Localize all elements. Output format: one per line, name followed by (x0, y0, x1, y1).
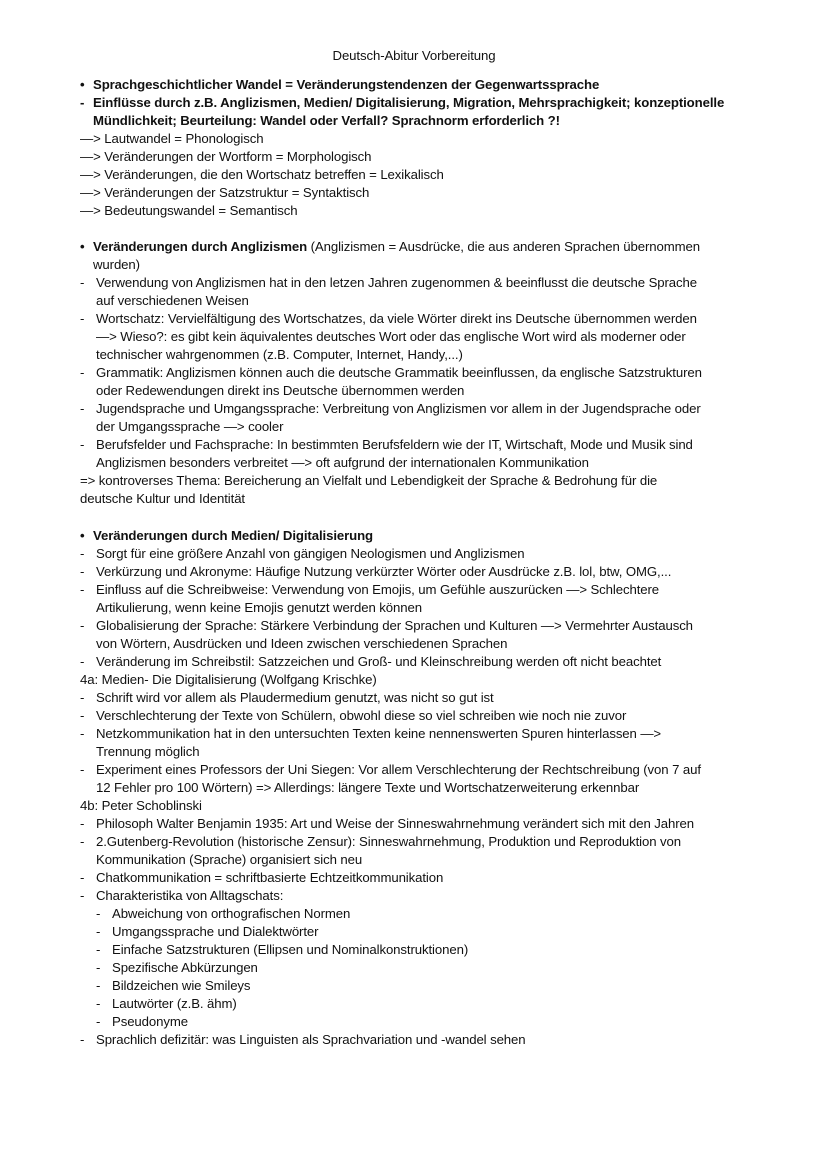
dash-icon: - (80, 1032, 85, 1047)
list-item: Schrift wird vor allem als Plaudermedium genutzt, was nicht so gut ist (96, 690, 494, 705)
subsection-heading: 4b: Peter Schoblinski (80, 798, 202, 813)
dash-icon: - (80, 888, 85, 903)
text-line: Mündlichkeit; Beurteilung: Wandel oder Verfall? Sprachnorm erforderlich ?! (93, 113, 560, 128)
dash-icon: - (96, 1014, 101, 1029)
sub-list-item: Pseudonyme (112, 1014, 188, 1029)
dash-icon: - (96, 996, 101, 1011)
dash-icon: - (96, 942, 101, 957)
text-line: —> Bedeutungswandel = Semantisch (80, 203, 298, 218)
text-line: von Wörtern, Ausdrücken und Ideen zwischen verschiedenen Sprachen (96, 636, 508, 651)
list-item: Wortschatz: Vervielfältigung des Wortschatzes, da viele Wörter direkt ins Deutsche übernommen werden (96, 311, 697, 326)
dash-icon: - (80, 437, 85, 452)
text-line: oder Redewendungen direkt ins Deutsche übernommen werden (96, 383, 465, 398)
list-item: Einfluss auf die Schreibweise: Verwendung von Emojis, um Gefühle auszurücken —> Schlechtere (96, 582, 660, 597)
text-line: —> Wieso?: es gibt kein äquivalentes deutsches Wort oder das englische Wort wird als moderner oder (96, 329, 686, 344)
list-item: Sorgt für eine größere Anzahl von gängigen Neologismen und Anglizismen (96, 546, 525, 561)
sub-list-item: Umgangssprache und Dialektwörter (112, 924, 319, 939)
dash-icon: - (80, 365, 85, 380)
text-line: —> Veränderungen, die den Wortschatz betreffen = Lexikalisch (80, 167, 444, 182)
text-line: —> Lautwandel = Phonologisch (80, 131, 264, 146)
dash-icon: - (80, 690, 85, 705)
list-item: Jugendsprache und Umgangssprache: Verbreitung von Anglizismen vor allem in der Jugendsprache oder (96, 401, 701, 416)
dash-icon: - (80, 816, 85, 831)
dash-icon: - (96, 960, 101, 975)
bullet-icon: • (80, 528, 85, 543)
section-heading-line (93, 238, 700, 256)
text-line: auf verschiedenen Weisen (96, 293, 249, 308)
dash-icon: - (80, 726, 85, 741)
list-item: Netzkommunikation hat in den untersuchten Texten keine nennenswerten Spuren hinterlassen —> (96, 726, 662, 741)
dash-icon: - (96, 924, 101, 939)
text-line: deutsche Kultur und Identität (80, 491, 245, 506)
text-line: Trennung möglich (96, 744, 200, 759)
subsection-heading: 4a: Medien- Die Digitalisierung (Wolfgang Krischke) (80, 672, 377, 687)
text-line: —> Veränderungen der Wortform = Morphologisch (80, 149, 372, 164)
text-line: Einflüsse durch z.B. Anglizismen, Medien/ Digitalisierung, Migration, Mehrsprachigkeit; konzeptionelle (93, 95, 725, 110)
list-item: Veränderung im Schreibstil: Satzzeichen und Groß- und Kleinschreibung werden oft nicht beachtet (96, 654, 662, 669)
list-item: Verkürzung und Akronyme: Häufige Nutzung verkürzter Wörter oder Ausdrücke z.B. lol, btw, OMG,... (96, 564, 672, 579)
dash-icon: - (80, 275, 85, 290)
list-item: Charakteristika von Alltagschats: (96, 888, 284, 903)
text-line: Kommunikation (Sprache) organisiert sich neu (96, 852, 363, 867)
dash-icon: - (80, 546, 85, 561)
dash-icon: - (80, 582, 85, 597)
list-item: Experiment eines Professors der Uni Siegen: Vor allem Verschlechterung der Rechtschreibung (von 7 auf (96, 762, 701, 777)
section-heading: Veränderungen durch Anglizismen (93, 239, 308, 254)
dash-icon: - (96, 906, 101, 921)
list-item: Philosoph Walter Benjamin 1935: Art und Weise der Sinneswahrnehmung verändert sich mit den Jahren (96, 816, 694, 831)
section-heading: Veränderungen durch Medien/ Digitalisierung (93, 528, 374, 543)
text-line: technischer wahrgenommen (z.B. Computer, Internet, Handy,...) (96, 347, 463, 362)
text-line: Artikulierung, wenn keine Emojis genutzt werden können (96, 600, 422, 615)
dash-icon: - (80, 401, 85, 416)
text-line: Anglizismen besonders verbreitet —> oft aufgrund der internationalen Kommunikation (96, 455, 589, 470)
sub-list-item: Einfache Satzstrukturen (Ellipsen und Nominalkonstruktionen) (112, 942, 469, 957)
heading-note: (Anglizismen = Ausdrücke, die aus anderen Sprachen übernommen (307, 239, 701, 254)
sub-list-item: Bildzeichen wie Smileys (112, 978, 251, 993)
text-line: 12 Fehler pro 100 Wörtern) => Allerdings: längere Texte und Wortschatzerweiterung erkennbar (96, 780, 640, 795)
list-item: Verschlechterung der Texte von Schülern, obwohl diese so viel schreiben wie noch nie zuvor (96, 708, 627, 723)
dash-icon: - (80, 311, 85, 326)
dash-icon: - (80, 762, 85, 777)
dash-icon: - (80, 870, 85, 885)
text-line: => kontroverses Thema: Bereicherung an Vielfalt und Lebendigkeit der Sprache & Bedrohung für die (80, 473, 658, 488)
text-line: —> Veränderungen der Satzstruktur = Syntaktisch (80, 185, 370, 200)
section-heading: Sprachgeschichtlicher Wandel = Veränderungstendenzen der Gegenwartssprache (93, 77, 600, 92)
dash-icon: - (80, 95, 85, 110)
list-item: Verwendung von Anglizismen hat in den letzen Jahren zugenommen & beeinflusst die deutsche Sprache (96, 275, 697, 290)
bullet-icon: • (80, 77, 85, 92)
list-item: Chatkommunikation = schriftbasierte Echtzeitkommunikation (96, 870, 444, 885)
dash-icon: - (80, 618, 85, 633)
dash-icon: - (80, 564, 85, 579)
dash-icon: - (80, 834, 85, 849)
dash-icon: - (80, 654, 85, 669)
list-item: Globalisierung der Sprache: Stärkere Verbindung der Sprachen und Kulturen —> Vermehrter Austausch (96, 618, 693, 633)
list-item: Berufsfelder und Fachsprache: In bestimmten Berufsfeldern wie der IT, Wirtschaft, Mode und Musik sind (96, 437, 693, 452)
list-item: Grammatik: Anglizismen können auch die deutsche Grammatik beeinflussen, da englische Satzstrukturen (96, 365, 702, 380)
text-line: wurden) (93, 257, 140, 272)
page-title: Deutsch-Abitur Vorbereitung (332, 48, 496, 63)
sub-list-item: Spezifische Abkürzungen (112, 960, 258, 975)
sub-list-item: Lautwörter (z.B. ähm) (112, 996, 237, 1011)
sub-list-item: Abweichung von orthografischen Normen (112, 906, 351, 921)
list-item: 2.Gutenberg-Revolution (historische Zensur): Sinneswahrnehmung, Produktion und Reproduktion von (96, 834, 682, 849)
dash-icon: - (80, 708, 85, 723)
bullet-icon: • (80, 239, 85, 254)
dash-icon: - (96, 978, 101, 993)
list-item: Sprachlich defizitär: was Linguisten als Sprachvariation und -wandel sehen (96, 1032, 526, 1047)
text-line: der Umgangssprache —> cooler (96, 419, 284, 434)
